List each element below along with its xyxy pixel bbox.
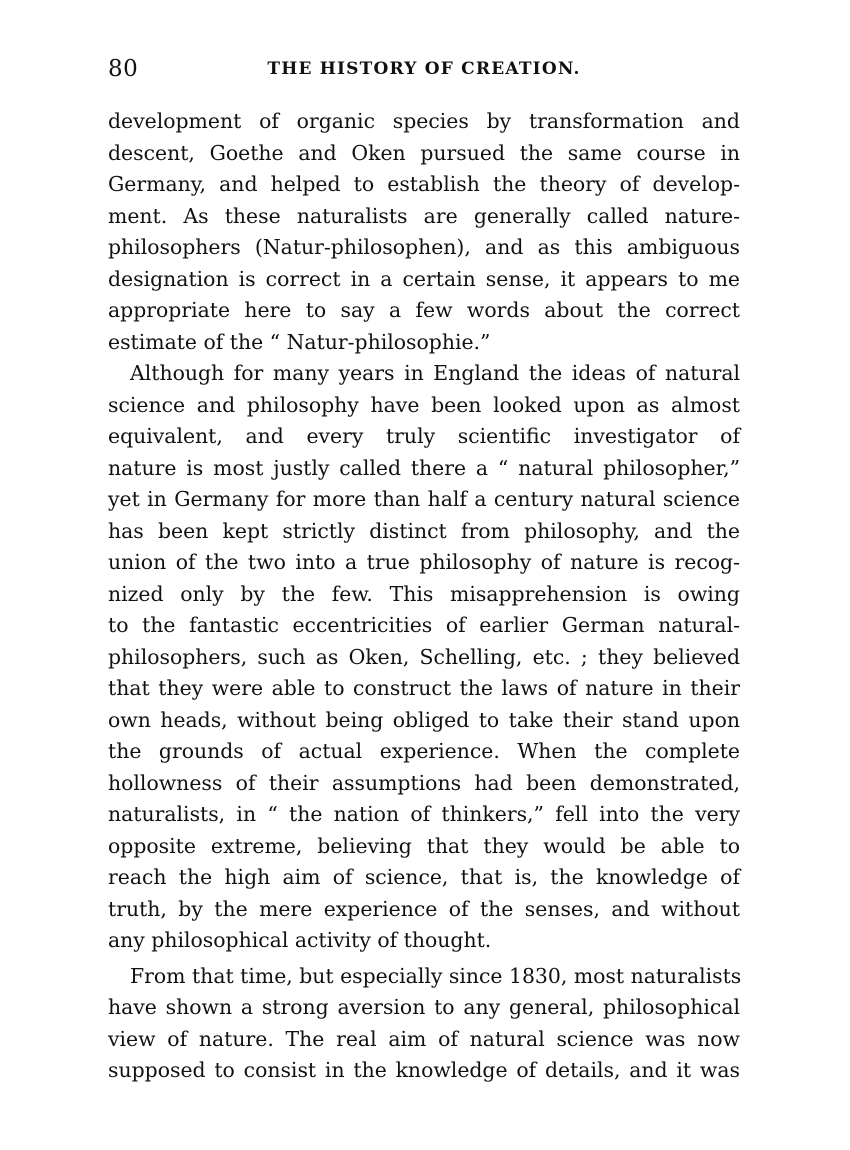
paragraph-2 bbox=[108, 358, 740, 957]
text-line: science and philosophy have been looked upon as almost bbox=[108, 392, 740, 417]
text-line: descent, Goethe and Oken pursued the same course in bbox=[108, 140, 740, 165]
paragraph-3 bbox=[108, 961, 740, 1087]
text-line: yet in Germany for more than half a century natural science bbox=[108, 487, 740, 511]
text-line: view of nature. The real aim of natural science was now bbox=[108, 1026, 740, 1051]
text-line: the grounds of actual experience. When the complete bbox=[108, 739, 740, 763]
text-line: Germany, and helped to establish the theory of develop- bbox=[108, 172, 740, 196]
paragraph-1 bbox=[108, 106, 740, 358]
text-line: ment. As these naturalists are generally called nature- bbox=[108, 203, 740, 228]
text-line: development of organic species by transformation and bbox=[108, 109, 740, 133]
text-line: nized only by the few. This misapprehension is owing bbox=[108, 581, 740, 606]
text-line: estimate of the “ Natur-philosophie.” bbox=[108, 329, 491, 354]
text-line: naturalists, in “ the nation of thinkers,” fell into the very bbox=[108, 802, 740, 826]
text-line: hollowness of their assumptions had been demonstrated, bbox=[108, 770, 740, 795]
text-line: Although for many years in England the ideas of natural bbox=[130, 361, 740, 385]
text-line: have shown a strong aversion to any general, philosophical bbox=[108, 995, 740, 1019]
text-line: designation is correct in a certain sense, it appears to me bbox=[108, 266, 740, 291]
text-line: any philosophical activity of thought. bbox=[108, 928, 492, 952]
text-line: philosophers, such as Oken, Schelling, etc. ; they believed bbox=[108, 644, 740, 669]
page-number: 80 bbox=[108, 56, 139, 82]
text-line: philosophers (Natur-philosophen), and as this ambiguous bbox=[108, 235, 740, 259]
text-line: reach the high aim of science, that is, the knowledge of bbox=[108, 865, 740, 889]
text-line: nature is most justly called there a “ natural philosopher,” bbox=[108, 455, 740, 480]
running-head bbox=[108, 56, 740, 86]
text-line: that they were able to construct the laws of nature in their bbox=[108, 676, 740, 700]
text-line: appropriate here to say a few words about the correct bbox=[108, 298, 740, 322]
text-line: supposed to consist in the knowledge of details, and it was bbox=[108, 1058, 740, 1082]
text-line: has been kept strictly distinct from philosophy, and the bbox=[108, 518, 740, 543]
text-line: opposite extreme, believing that they would be able to bbox=[108, 833, 740, 858]
text-line: equivalent, and every truly scientific investigator of bbox=[108, 424, 740, 448]
text-line: From that time, but especially since 1830, most naturalists bbox=[130, 963, 742, 988]
running-title: THE HISTORY OF CREATION. bbox=[267, 59, 581, 79]
text-line: truth, by the mere experience of the senses, and without bbox=[108, 896, 740, 921]
text-line: to the fantastic eccentricities of earlier German natural- bbox=[108, 613, 740, 637]
text-line: union of the two into a true philosophy of nature is recog- bbox=[108, 550, 740, 574]
body-text bbox=[108, 106, 740, 1087]
text-line: own heads, without being obliged to take their stand upon bbox=[108, 707, 740, 732]
